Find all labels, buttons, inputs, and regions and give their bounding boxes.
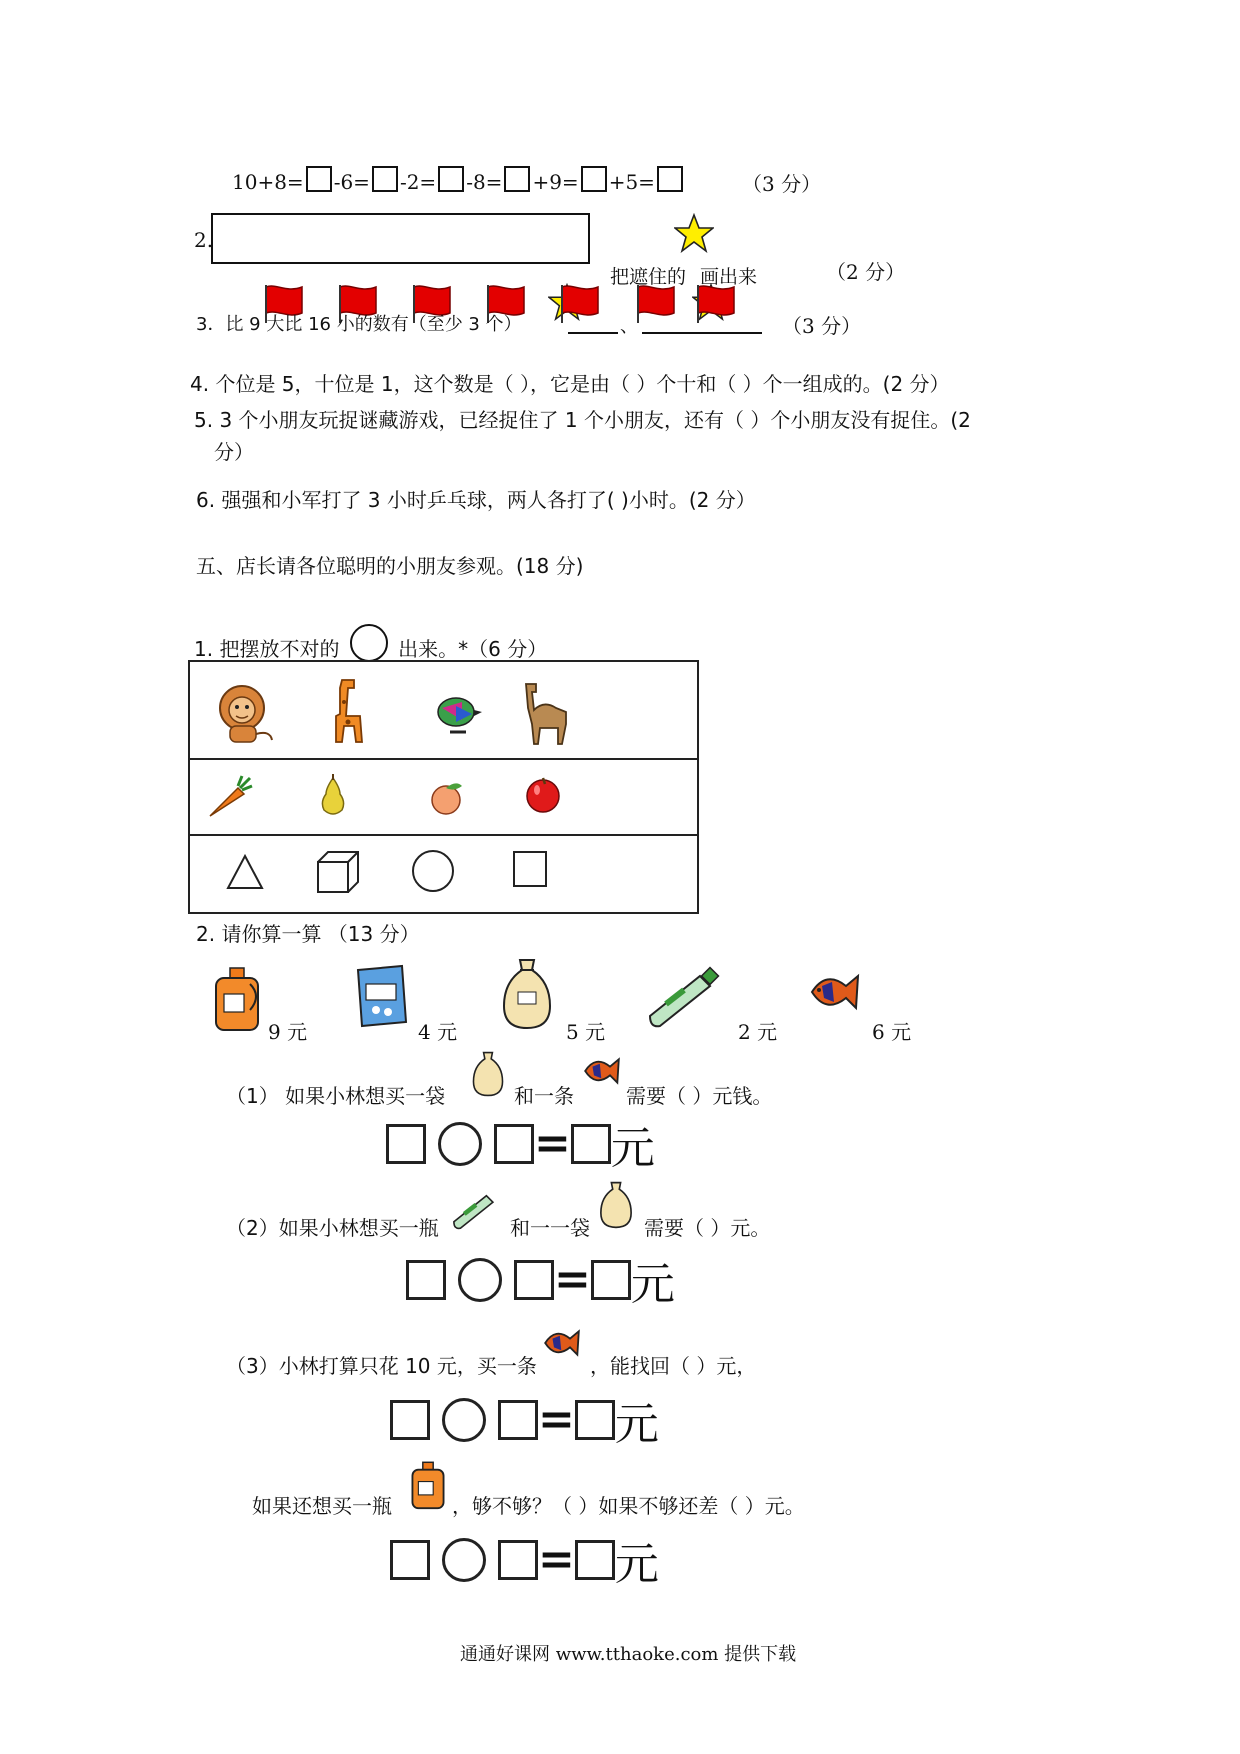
q2-score: （2 分） (826, 260, 906, 284)
q2-cover-box[interactable] (211, 213, 590, 264)
juice-bottle-icon (408, 1460, 448, 1512)
q3-text: 3．比 9 大比 16 小的数有（至少 3 个） (196, 314, 522, 335)
equation-row (390, 1534, 659, 1590)
s5q1-text-before: 1. 把摆放不对的 (194, 637, 340, 661)
q5-line-2: 分） (214, 440, 254, 464)
flag-icon (694, 283, 738, 325)
answer-box[interactable] (575, 1540, 615, 1580)
q3-blank-1[interactable] (568, 332, 618, 334)
q1-score: （3 分） (742, 172, 822, 196)
equation-row (406, 1254, 675, 1310)
answer-box[interactable] (406, 1260, 446, 1300)
equals-sign: = (554, 1254, 591, 1305)
q2-text-after: 画出来 (700, 266, 758, 288)
grid-divider (190, 834, 697, 836)
sub1-part-b: 和一条 (514, 1084, 574, 1108)
q1-chain (232, 166, 685, 194)
apple-icon[interactable] (524, 774, 562, 814)
q6-text: 6. 强强和小军打了 3 小时乒乓球，两人各打了( )小时。(2 分） (196, 488, 756, 512)
equation-row (386, 1118, 655, 1174)
answer-box[interactable] (390, 1400, 430, 1440)
price-label: 9 元 (268, 1020, 308, 1044)
answer-box[interactable] (386, 1124, 426, 1164)
answer-box[interactable] (306, 166, 332, 192)
q1-op: +9= (532, 170, 579, 194)
q1-op: -2= (399, 170, 437, 194)
pear-icon[interactable] (318, 772, 348, 818)
flag-icon (558, 283, 602, 325)
juice-bottle-icon (210, 966, 264, 1034)
q4-text: 4. 个位是 5，十位是 1，这个数是（ ），它是由（ ）个十和（ ）个一组成的。(2 分） (190, 372, 950, 396)
sub3-part-a: （3）小林打算只花 10 元，买一条 (226, 1354, 537, 1378)
lion-icon[interactable] (214, 682, 276, 746)
sub1-part-a: （1） 如果小林想买一袋 (226, 1084, 446, 1108)
answer-box[interactable] (581, 166, 607, 192)
cube-icon[interactable] (314, 848, 362, 894)
q1-start: 10+8= (232, 170, 304, 194)
flag-icon (634, 283, 678, 325)
picture-grid (188, 660, 699, 914)
rice-bag-icon (470, 1050, 506, 1098)
q1-op: -8= (466, 170, 503, 194)
price-label: 2 元 (738, 1020, 778, 1044)
sub2-part-b: 和一一袋 (510, 1216, 590, 1240)
peach-icon[interactable] (426, 780, 466, 816)
sub2-part-c: 需要（ ）元。 (644, 1216, 771, 1240)
answer-box[interactable] (575, 1400, 615, 1440)
answer-box[interactable] (498, 1400, 538, 1440)
s5q1-text-after: 出来。*（6 分） (398, 637, 548, 661)
fish-icon (582, 1052, 622, 1090)
star-icon (674, 213, 714, 253)
price-label: 4 元 (418, 1020, 458, 1044)
footer-credit: 通通好课网 www.tthaoke.com 提供下载 (460, 1644, 797, 1665)
q2-text-before: 把遮住的 (610, 266, 687, 288)
s5q2-title: 2. 请你算一算 （13 分） (196, 922, 420, 946)
price-label: 5 元 (566, 1020, 606, 1044)
answer-box[interactable] (504, 166, 530, 192)
carrot-icon[interactable] (204, 774, 254, 822)
q2-number: 2. (194, 228, 214, 252)
s5q1-prompt (194, 624, 547, 662)
answer-box[interactable] (372, 166, 398, 192)
q3-separator: 、 (620, 316, 638, 337)
water-bottle-icon (644, 966, 724, 1030)
answer-box[interactable] (514, 1260, 554, 1300)
snack-bag-icon (352, 962, 412, 1030)
q3-blank-2[interactable] (642, 332, 762, 334)
sub1-part-c: 需要（ ）元钱。 (626, 1084, 773, 1108)
q2-instruction (610, 262, 757, 289)
answer-box[interactable] (494, 1124, 534, 1164)
unit-label: 元 (614, 1399, 659, 1450)
circle-icon[interactable] (410, 848, 456, 894)
water-bottle-icon (450, 1188, 502, 1232)
sub4-part-b: ，够不够？（ ）如果不够还差（ ）元。 (452, 1494, 805, 1518)
equals-sign: = (534, 1118, 571, 1169)
answer-box[interactable] (438, 166, 464, 192)
answer-box[interactable] (657, 166, 683, 192)
operator-circle[interactable] (458, 1258, 502, 1302)
equation-row (390, 1394, 659, 1450)
unit-label: 元 (630, 1259, 675, 1310)
operator-circle[interactable] (438, 1122, 482, 1166)
section-5-title: 五、店长请各位聪明的小朋友参观。(18 分) (196, 554, 584, 578)
sub2-part-a: （2）如果小林想买一瓶 (226, 1216, 439, 1240)
triangle-icon[interactable] (224, 852, 266, 892)
fish-icon (542, 1324, 582, 1362)
camel-icon[interactable] (518, 678, 574, 748)
operator-circle[interactable] (442, 1538, 486, 1582)
square-icon[interactable] (510, 848, 550, 890)
circle-mark-icon (350, 624, 388, 662)
rice-bag-icon (500, 956, 554, 1032)
equals-sign: = (538, 1394, 575, 1445)
equals-sign: = (538, 1534, 575, 1585)
q5-line-1: 5. 3 个小朋友玩捉谜藏游戏，已经捉住了 1 个小朋友，还有（ ）个小朋友没有捉住。(2 (194, 408, 971, 432)
unit-label: 元 (614, 1539, 659, 1590)
q1-op: -6= (333, 170, 370, 194)
sub3-part-b: ，能找回（ ）元， (590, 1354, 757, 1378)
fish-icon (808, 966, 862, 1018)
grid-divider (190, 758, 697, 760)
q1-op: +5= (608, 170, 655, 194)
rice-bag-icon (598, 1180, 634, 1230)
answer-box[interactable] (498, 1540, 538, 1580)
answer-box[interactable] (571, 1124, 611, 1164)
operator-circle[interactable] (442, 1398, 486, 1442)
answer-box[interactable] (390, 1540, 430, 1580)
giraffe-icon[interactable] (324, 676, 370, 748)
bird-icon[interactable] (432, 692, 484, 738)
price-label: 6 元 (872, 1020, 912, 1044)
sub4-part-a: 如果还想买一瓶 (252, 1494, 392, 1518)
unit-label: 元 (610, 1123, 655, 1174)
answer-box[interactable] (591, 1260, 631, 1300)
q3-score: （3 分） (782, 314, 862, 338)
